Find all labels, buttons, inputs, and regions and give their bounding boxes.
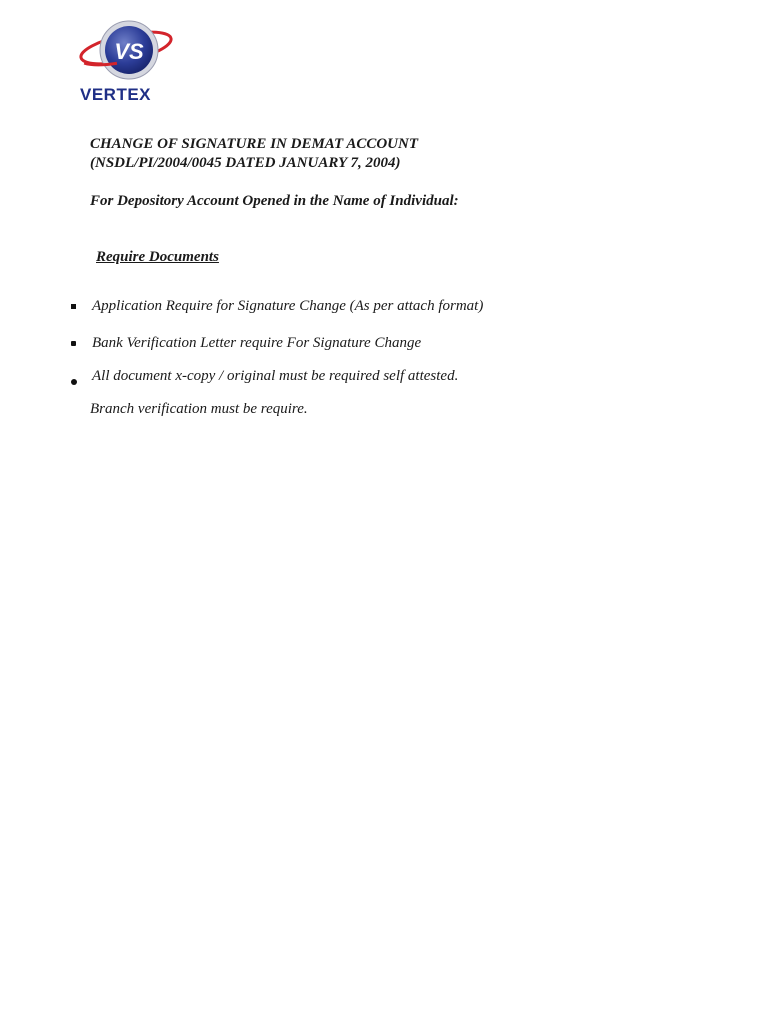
svg-text:VS: VS bbox=[114, 39, 144, 64]
list-item bbox=[0, 367, 770, 389]
list-item-text: All document x-copy / original must be required self attested. bbox=[92, 368, 459, 384]
square-bullet-icon bbox=[71, 304, 76, 309]
list-item-text: Application Require for Signature Change (As per attach format) bbox=[92, 298, 484, 314]
document-reference: (NSDL/PI/2004/0045 DATED JANUARY 7, 2004) bbox=[90, 155, 401, 171]
document-subtitle: For Depository Account Opened in the Name of Individual: bbox=[90, 193, 459, 209]
square-bullet-icon bbox=[71, 341, 76, 346]
section-heading-require-documents: Require Documents bbox=[96, 249, 219, 265]
svg-text:VERTEX: VERTEX bbox=[80, 85, 152, 104]
list-item bbox=[0, 334, 770, 356]
list-item bbox=[0, 297, 770, 319]
branch-verification-note: Branch verification must be require. bbox=[90, 401, 308, 417]
document-title: CHANGE OF SIGNATURE IN DEMAT ACCOUNT bbox=[90, 136, 418, 152]
vertex-logo bbox=[74, 14, 180, 106]
list-item-text: Bank Verification Letter require For Signature Change bbox=[92, 335, 422, 351]
vertex-logo-emblem-icon bbox=[74, 14, 180, 106]
round-bullet-icon bbox=[71, 379, 77, 385]
